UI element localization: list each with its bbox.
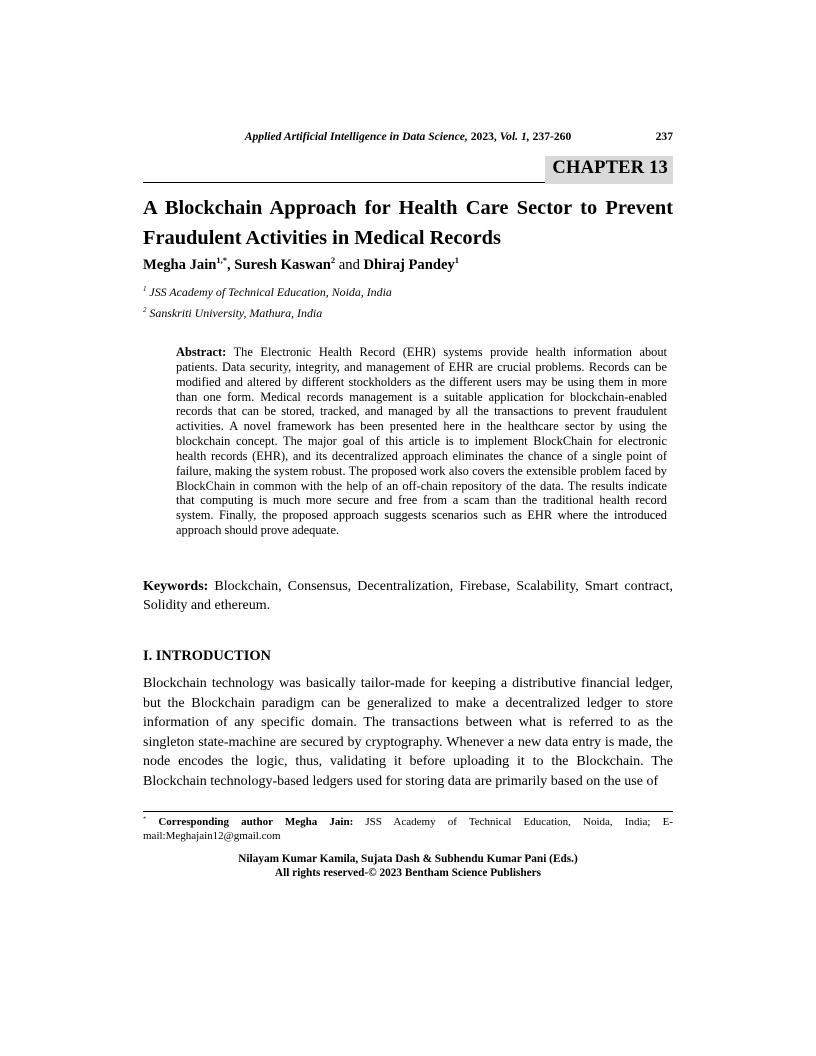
footnote-marker: *: [143, 815, 147, 823]
footnote-text: JSS Academy of Technical Education, Noida, India; E-mail:Meghajain12@gmail.com: [143, 816, 673, 842]
affiliation-line: [143, 282, 673, 303]
keywords: [143, 578, 673, 615]
affiliation-text: JSS Academy of Technical Education, Noida, India: [146, 285, 392, 299]
author-separator: ,: [226, 257, 235, 273]
affiliation-marker: 2: [143, 307, 147, 315]
author-affiliation-marker: 1,*: [216, 255, 227, 266]
footnote-label: Corresponding author Megha Jain:: [158, 816, 354, 828]
keywords-text: Blockchain, Consensus, Decentralization, Firebase, Scalability, Smart contract, Solidity and ethereum.: [143, 579, 673, 613]
page-number: 237: [655, 130, 673, 143]
running-header: [143, 130, 673, 143]
abstract-text: The Electronic Health Record (EHR) systems provide health information about patients. Data security, integrity, and management of EHR are crucial problems. Records can be modified and altered by different stockholders as the different users may be using them in more than one form. Medical records management is a suitable application for blockchain-enabled records that can be stored, tracked, and managed by all the transactions to prevent fraudulent activities. A novel framework has been presented here in the healthcare sector by using the blockchain concept. The major goal of this article is to implement BlockChain for electronic health records (EHR), and its decentralized approach eliminates the chance of a single point of failure, making the system robust. The proposed work also covers the extensible problem faced by BlockChain in common with the help of an off-chain repository of the data. The results indicate that computing is much more secure and free from a scam than the traditional health record system. Finally, the proposed approach suggests scenarios such as EHR where the introduced approach should prove adequate.: [176, 345, 667, 538]
affiliations: [143, 282, 673, 324]
section-heading-introduction: I. INTRODUCTION: [143, 648, 271, 664]
affiliation-marker: 1: [143, 286, 147, 294]
journal-volume: Vol. 1,: [499, 130, 530, 143]
abstract: [176, 345, 667, 538]
author-affiliation-marker: 2: [330, 255, 336, 266]
author-name: Suresh Kaswan: [234, 257, 331, 273]
corresponding-author-footnote: [143, 816, 673, 843]
author-name: Dhiraj Pandey: [363, 257, 455, 273]
affiliation-line: [143, 303, 673, 324]
affiliation-text: Sanskriti University, Mathura, India: [146, 306, 323, 320]
chapter-label: CHAPTER 13: [545, 156, 673, 184]
author-separator: and: [335, 257, 364, 273]
footnote-rule: [143, 811, 673, 812]
imprint-editors: Nilayam Kumar Kamila, Sujata Dash & Subhendu Kumar Pani (Eds.): [238, 853, 578, 865]
chapter-title: A Blockchain Approach for Health Care Sector to Prevent Fraudulent Activities in Medical Records: [143, 197, 673, 249]
journal-title: Applied Artificial Intelligence in Data Science,: [244, 130, 468, 143]
introduction-paragraph: Blockchain technology was basically tailor-made for keeping a distributive financial ledger, but the Blockchain paradigm can be generalized to make a decentralized ledger to store information of any specific domain. The transactions between what is referred to as the singleton state-machine are secured by cryptography. Whenever a new data entry is made, the node encodes the logic, thus, validating it before uploading it to the Blockchain. The Blockchain technology-based ledgers used for storing data are primarily based on the use of: [143, 676, 673, 789]
author-affiliation-marker: 1: [454, 255, 459, 266]
journal-pages: 237-260: [532, 130, 572, 143]
author-line: [143, 257, 673, 274]
journal-year: 2023,: [470, 130, 497, 143]
imprint: [143, 852, 673, 881]
keywords-label: Keywords:: [143, 579, 209, 594]
imprint-rights: All rights reserved-© 2023 Bentham Science Publishers: [274, 867, 542, 880]
abstract-label: Abstract:: [176, 345, 227, 359]
author-name: Megha Jain: [143, 257, 217, 273]
